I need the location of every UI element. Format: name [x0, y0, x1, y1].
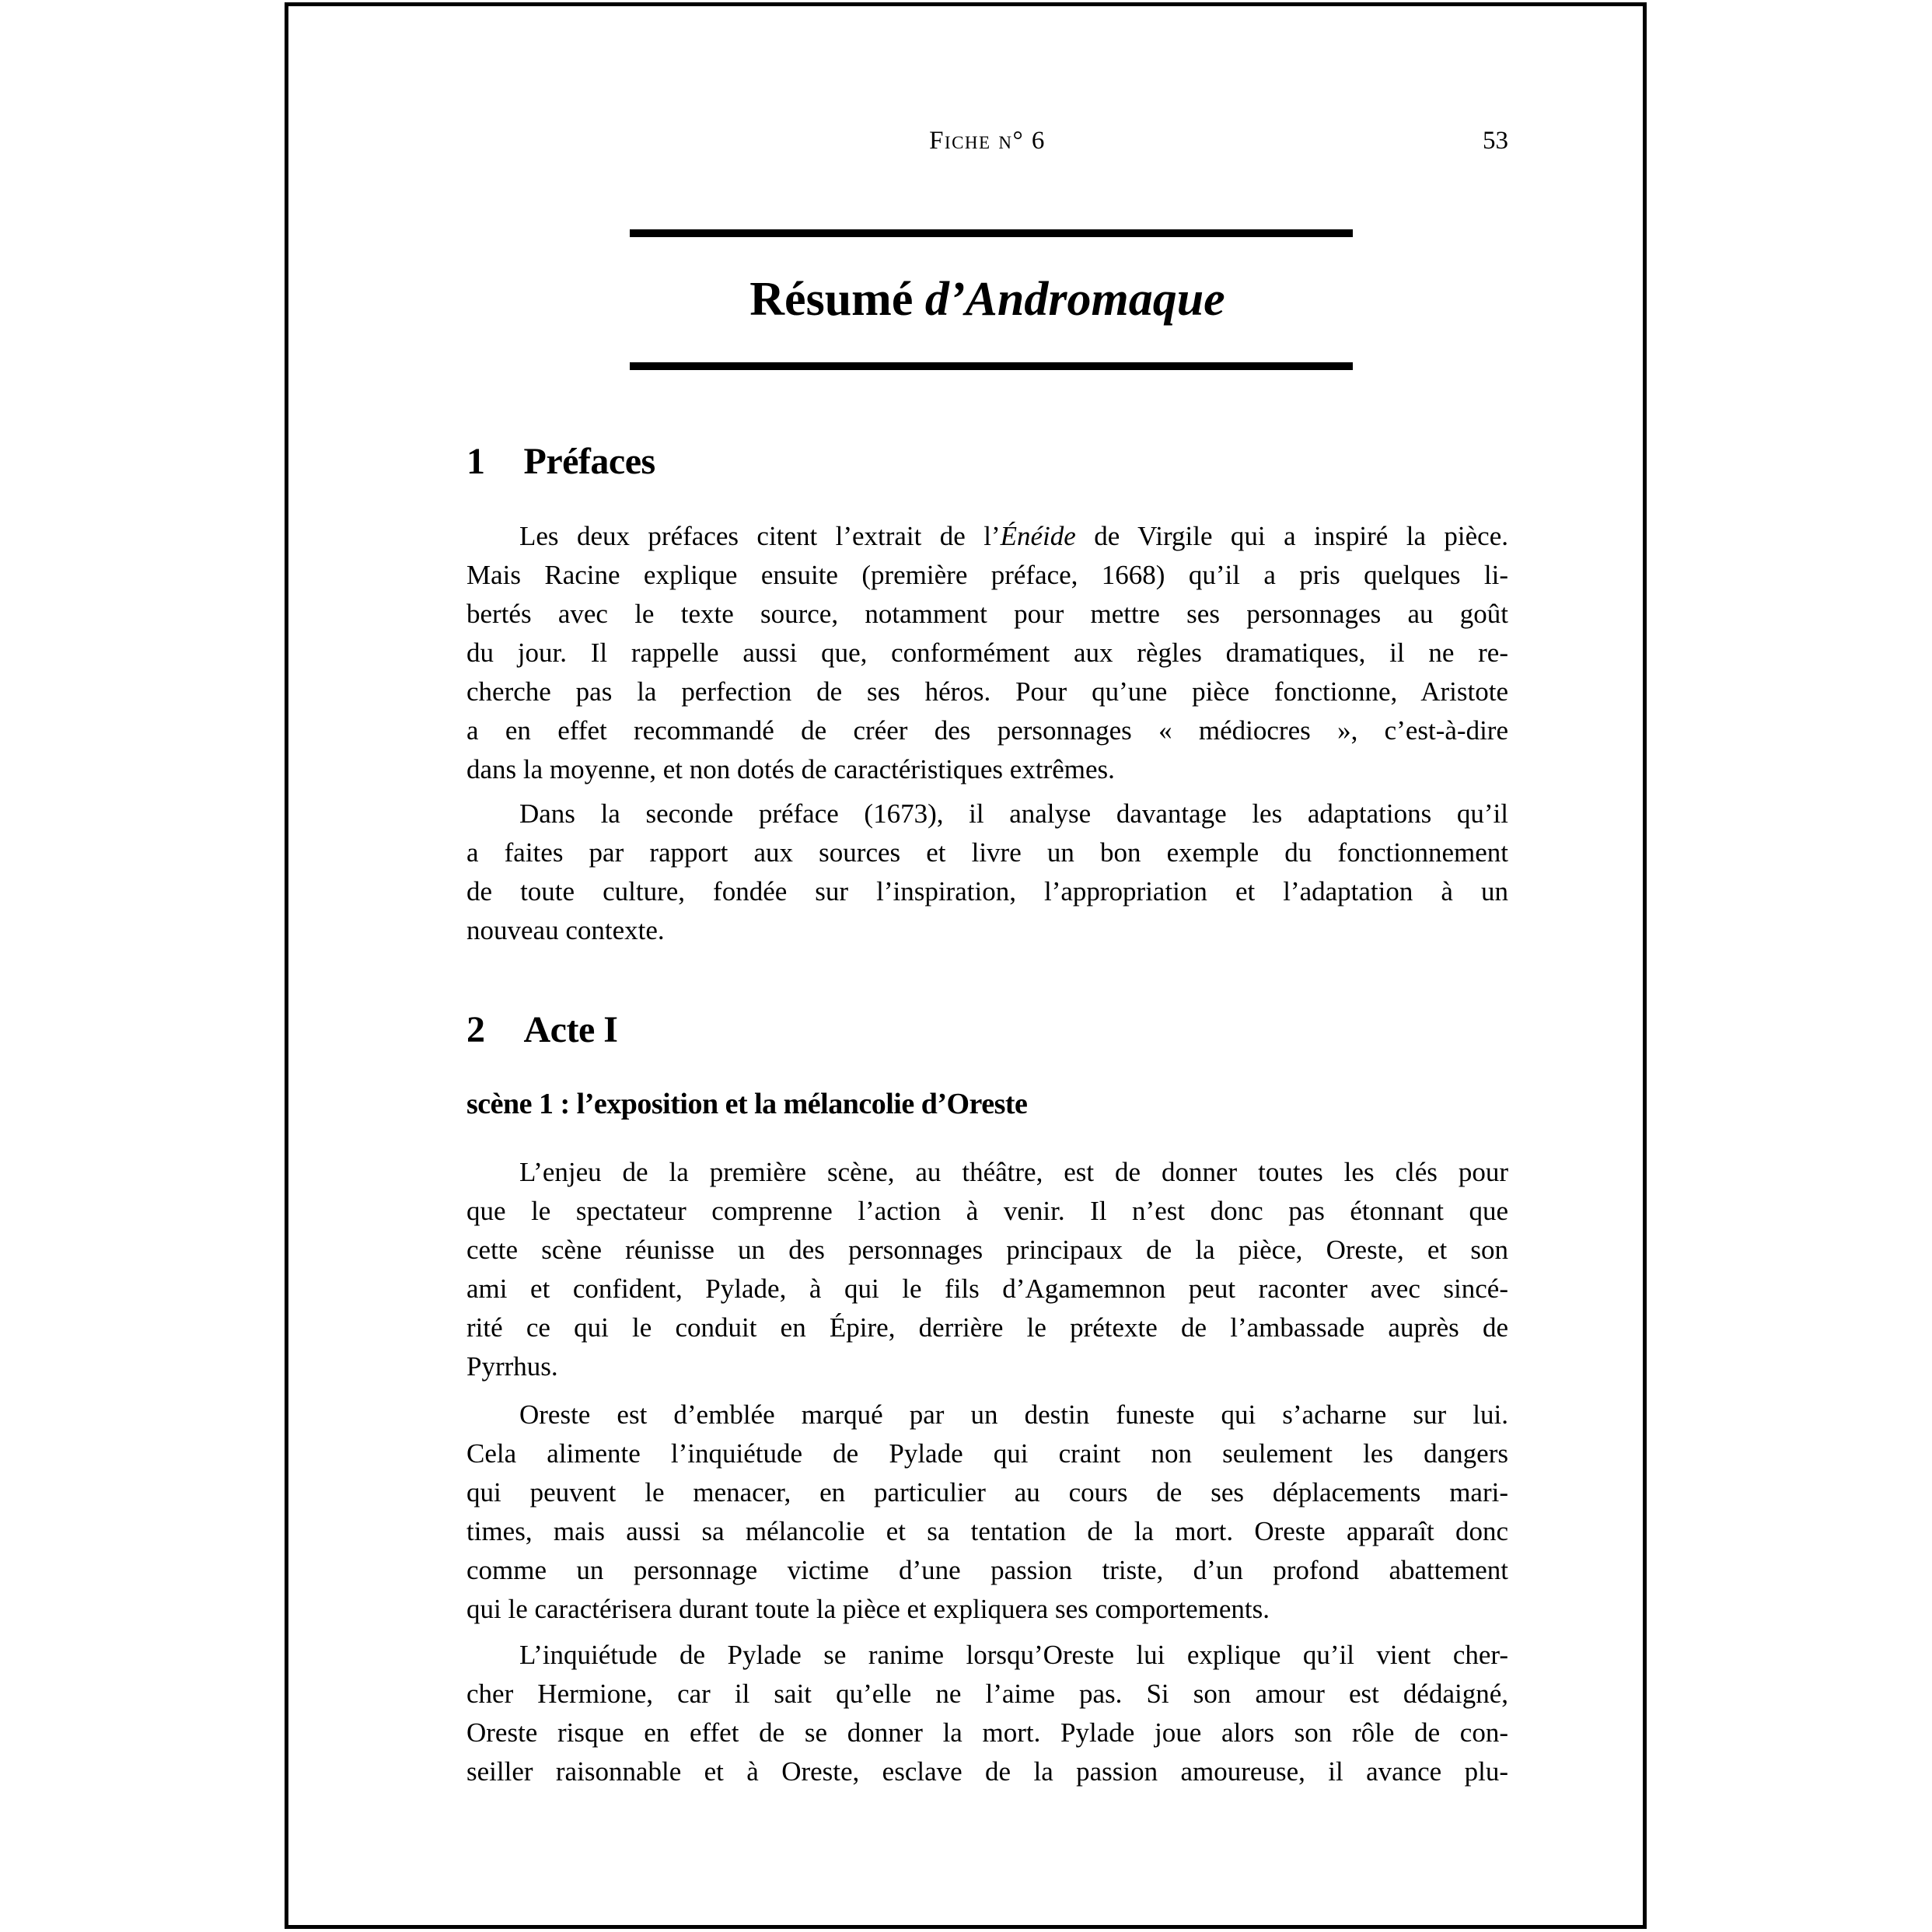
- text-line: Mais Racine explique ensuite (première préface, 1668) qu’il a pris quelques li-: [466, 560, 1508, 590]
- text-line: comme un personnage victime d’une passion triste, d’un profond abattement: [466, 1555, 1508, 1585]
- page-number: 53: [1483, 127, 1508, 155]
- section-1-number: 1: [466, 441, 485, 482]
- text-line: Cela alimente l’inquiétude de Pylade qui craint non seulement les dangers: [466, 1438, 1508, 1469]
- section-2-number: 2: [466, 1009, 485, 1050]
- section-1-heading: [466, 440, 1508, 484]
- text-line: Pyrrhus.: [466, 1351, 558, 1382]
- text-line: cherche pas la perfection de ses héros. Pour qu’une pièce fonctionne, Aristote: [466, 676, 1508, 707]
- text-line: rité ce qui le conduit en Épire, derrière le prétexte de l’ambassade auprès de: [466, 1312, 1508, 1343]
- text-line: Oreste est d’emblée marqué par un destin funeste qui s’acharne sur lui.: [519, 1399, 1508, 1430]
- chapter-title-prefix: Résumé: [749, 273, 925, 326]
- text-line: de toute culture, fondée sur l’inspiration, l’appropriation et l’adaptation à un: [466, 876, 1508, 907]
- text-line: ami et confident, Pylade, à qui le fils d’Agamemnon peut raconter avec sincé-: [466, 1273, 1508, 1304]
- text-line: Dans la seconde préface (1673), il analyse davantage les adaptations qu’il: [519, 798, 1508, 829]
- paragraph-3: [466, 1153, 1508, 1386]
- title-rule-bottom: [630, 362, 1353, 370]
- text-line: a faites par rapport aux sources et livre un bon exemple du fonctionnement: [466, 837, 1508, 868]
- title-rule-top: [630, 229, 1353, 237]
- text-line: cette scène réunisse un des personnages principaux de la pièce, Oreste, et son: [466, 1235, 1508, 1265]
- text-line: que le spectateur comprenne l’action à venir. Il n’est donc pas étonnant que: [466, 1196, 1508, 1226]
- text-line: a en effet recommandé de créer des personnages « médiocres », c’est-à-dire: [466, 715, 1508, 746]
- text-line: nouveau contexte.: [466, 915, 665, 945]
- text-line: seiller raisonnable et à Oreste, esclave de la passion amoureuse, il avance plu-: [466, 1756, 1508, 1787]
- paragraph-5: [466, 1636, 1508, 1791]
- text-line: Les deux préfaces citent l’extrait de l’Énéide de Virgile qui a inspiré la pièce.: [519, 521, 1508, 551]
- scene-1-subheading: scène 1 : l’exposition et la mélancolie d’Oreste: [466, 1088, 1028, 1120]
- chapter-title: [466, 237, 1508, 362]
- text-line: cher Hermione, car il sait qu’elle ne l’aime pas. Si son amour est dédaigné,: [466, 1679, 1508, 1709]
- section-1-title: Préfaces: [523, 441, 655, 482]
- text-line: L’enjeu de la première scène, au théâtre, est de donner toutes les clés pour: [519, 1157, 1508, 1187]
- section-2-title: Acte I: [523, 1009, 618, 1050]
- chapter-title-work: d’Andromaque: [924, 273, 1225, 326]
- paragraph-4: [466, 1396, 1508, 1629]
- text-line: L’inquiétude de Pylade se ranime lorsqu’Oreste lui explique qu’il vient cher-: [519, 1640, 1508, 1670]
- text-line: times, mais aussi sa mélancolie et sa tentation de la mort. Oreste apparaît donc: [466, 1516, 1508, 1546]
- text-line: qui le caractérisera durant toute la pièce et expliquera ses comportements.: [466, 1594, 1270, 1624]
- text-line: dans la moyenne, et non dotés de caractéristiques extrêmes.: [466, 754, 1115, 784]
- fiche-header-label: Fiche n° 6: [929, 127, 1046, 155]
- section-2-heading: [466, 1008, 1508, 1052]
- text-line: qui peuvent le menacer, en particulier au cours de ses déplacements mari-: [466, 1477, 1508, 1508]
- paragraph-2: [466, 795, 1508, 950]
- text-line: bertés avec le texte source, notamment pour mettre ses personnages au goût: [466, 599, 1508, 629]
- text-line: Oreste risque en effet de se donner la mort. Pylade joue alors son rôle de con-: [466, 1717, 1508, 1748]
- paragraph-1: [466, 517, 1508, 789]
- italic-work-title: Énéide: [1000, 521, 1076, 551]
- text-line: du jour. Il rappelle aussi que, conformément aux règles dramatiques, il ne re-: [466, 638, 1508, 668]
- running-header: [466, 125, 1508, 156]
